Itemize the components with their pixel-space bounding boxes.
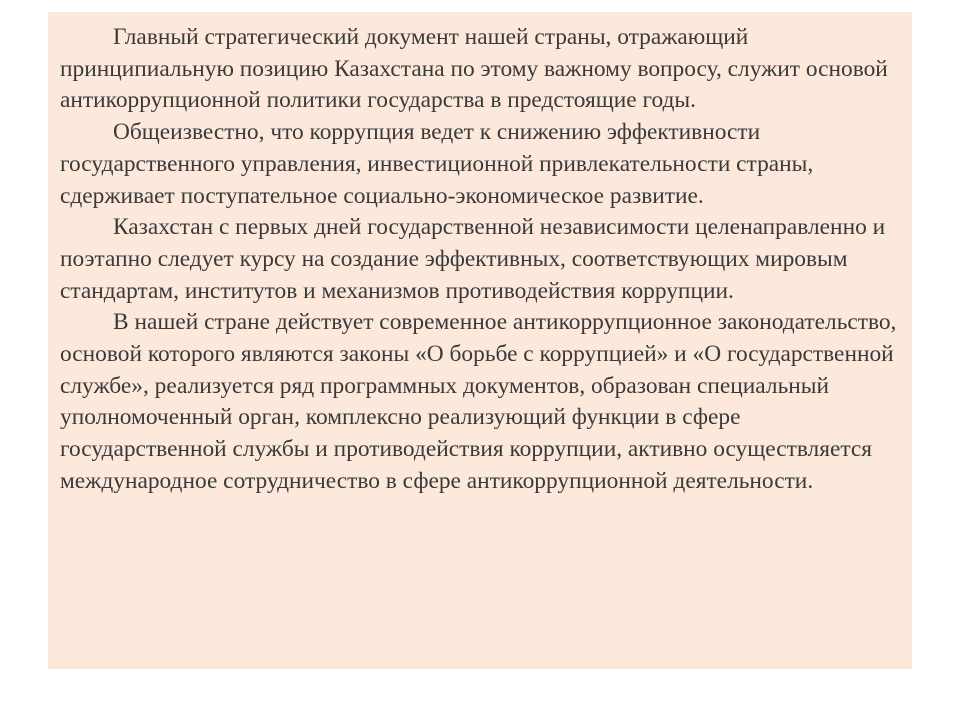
paragraph-corruption-effects: Общеизвестно, что коррупция ведет к снижению эффективности государственного управления, инвестиционной привлекательности страны, сдерживает поступательное социально-экономическое развитие. — [60, 119, 814, 209]
text-box — [48, 12, 912, 669]
paragraph-strategic-document: Главный стратегический документ нашей страны, отражающий принципиальную позицию Казахстана по этому важному вопросу, служит основой антикоррупционной политики государства в предстоящие годы. — [60, 24, 888, 114]
paragraph-legislation: В нашей стране действует современное антикоррупционное законодательство, основой которого являются законы «О борьбе с коррупцией» и «О государственной службе», реализуется ряд программных документов, образован специальный уполномоченный орган, комплексно реализующий функции в сфере государственной службы и противодействия коррупции, активно осуществляется международное сотрудничество в сфере антикоррупционной деятельности. — [60, 309, 897, 494]
paragraph-kazakhstan-course: Казахстан с первых дней государственной независимости целенаправленно и поэтапно следует курсу на создание эффективных, соответствующих мировым стандартам, институтов и механизмов противодействия коррупции. — [60, 214, 886, 304]
